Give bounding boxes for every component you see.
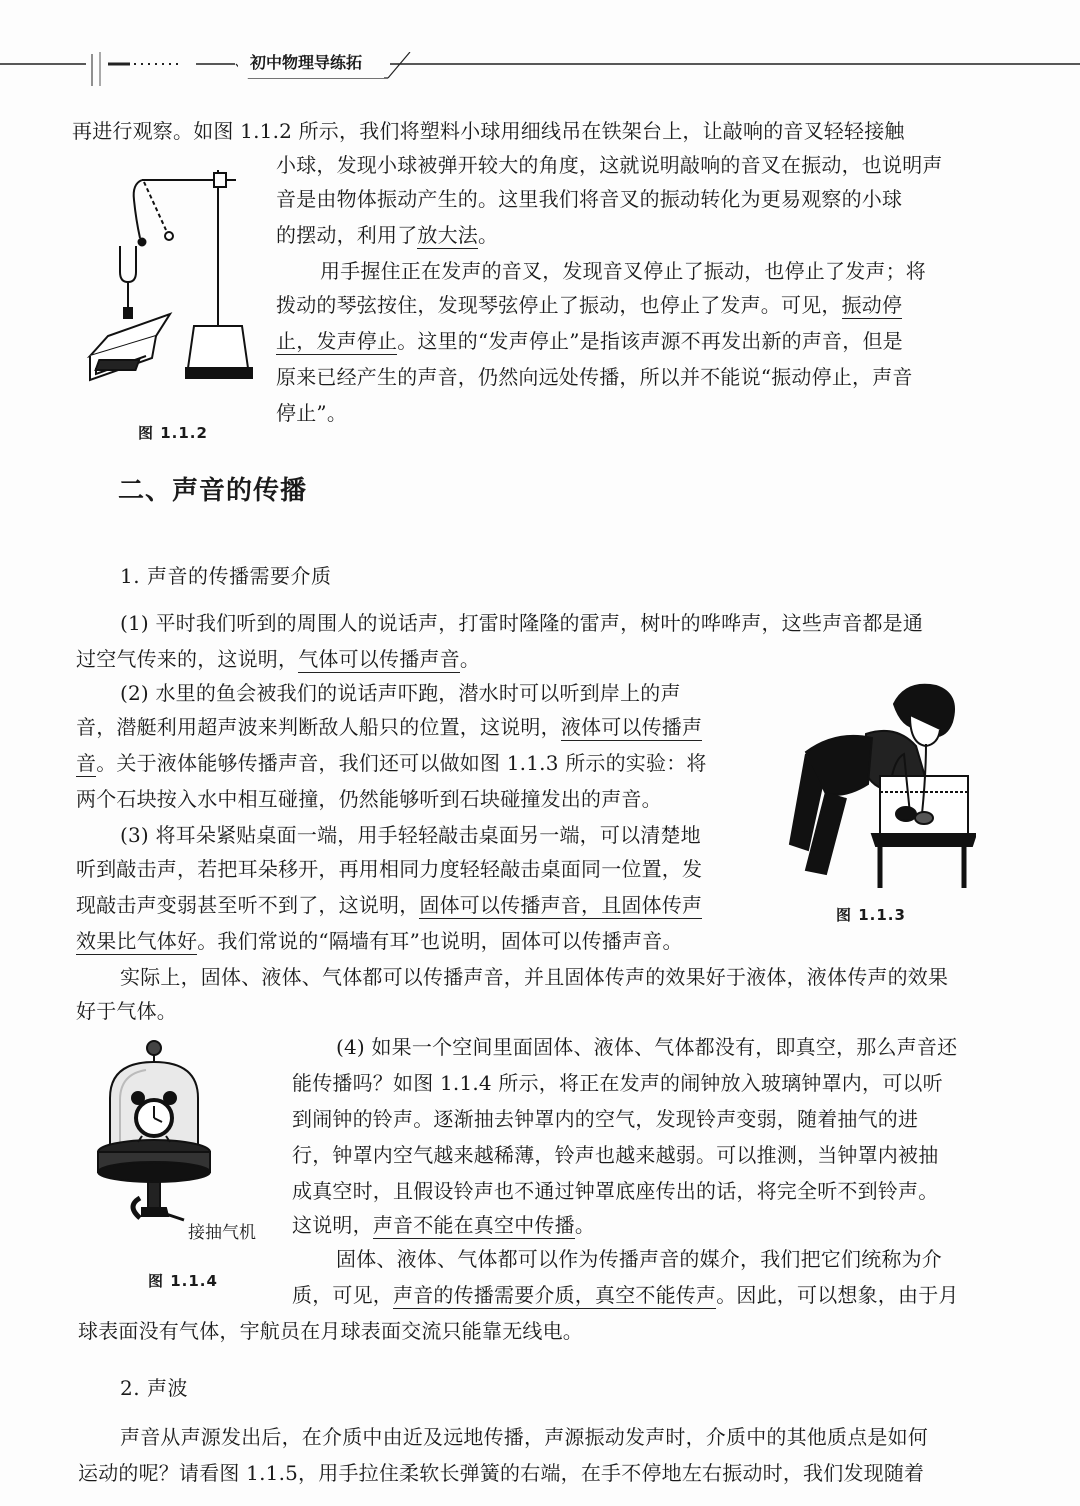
figure-caption-1-1-4: 图 1.1.4 <box>148 1272 218 1290</box>
text-line: (2) 水里的鱼会被我们的说话声吓跑，潜水时可以听到岸上的声 <box>120 681 681 705</box>
text-line: 固体、液体、气体都可以作为传播声音的媒介，我们把它们统称为介 <box>336 1247 942 1271</box>
text-run: 拨动的琴弦按住，发现琴弦停止了振动，也停止了发声。可见， <box>276 293 842 317</box>
text-run: 。这里的“发声停止”是指该声源不再发出新的声音，但是 <box>397 329 903 353</box>
key-point-underline: 声音不能在真空中传播 <box>372 1213 575 1237</box>
text-line: 用手握住正在发声的音叉，发现音叉停止了振动，也停止了发声；将 <box>320 259 926 283</box>
text-run: 。我们常说的“隔墙有耳”也说明，固体可以传播声音。 <box>197 929 683 953</box>
text-run: 的摆动，利用了 <box>276 223 418 247</box>
text-line: 成真空时，且假设铃声也不通过钟罩底座传出的话，将完全听不到铃声。 <box>292 1179 939 1203</box>
text-line <box>76 714 702 740</box>
text-line <box>292 1282 959 1308</box>
key-point-underline: 液体可以传播声 <box>560 715 703 739</box>
text-run: 过空气传来的，这说明， <box>76 647 299 671</box>
key-point-underline: 放大法 <box>417 223 479 247</box>
text-line <box>276 292 902 318</box>
text-line: 两个石块按入水中相互碰撞，仍然能够听到石块碰撞发出的声音。 <box>76 787 662 811</box>
text-line: 再进行观察。如图 1.1.2 所示，我们将塑料小球用细线吊在铁架台上，让敲响的音叉轻轻接触 <box>72 119 905 143</box>
figure-caption-1-1-2: 图 1.1.2 <box>138 424 208 442</box>
text-line: 音是由物体振动产生的。这里我们将音叉的振动转化为更易观察的小球 <box>276 187 903 211</box>
key-point-underline: 气体可以传播声音 <box>298 647 460 671</box>
text-run: 。 <box>478 223 499 247</box>
subsection-heading: 1. 声音的传播需要介质 <box>120 564 332 588</box>
text-line: (4) 如果一个空间里面固体、液体、气体都没有，即真空，那么声音还 <box>336 1035 958 1059</box>
text-run: 现敲击声变弱甚至听不到了，这说明， <box>76 893 420 917</box>
text-line: 实际上，固体、液体、气体都可以传播声音，并且固体传声的效果好于液体，液体传声的效果 <box>120 965 949 989</box>
key-point-underline: 音 <box>76 751 97 775</box>
text-line: 声音从声源发出后，在介质中由近及远地传播，声源振动发声时，介质中的其他质点是如何 <box>120 1425 928 1449</box>
figure-tuning-fork-stand <box>86 160 276 390</box>
text-line <box>276 328 903 354</box>
header-rule <box>0 52 1080 86</box>
key-point-underline: 止，发声停止 <box>276 329 398 353</box>
text-line: 小球，发现小球被弹开较大的角度，这就说明敲响的音叉在振动，也说明声 <box>276 153 943 177</box>
key-point-underline: 效果比气体好 <box>76 929 198 953</box>
text-run: 音，潜艇利用超声波来判断敌人船只的位置，这说明， <box>76 715 561 739</box>
text-line <box>76 646 480 672</box>
text-line <box>76 750 707 776</box>
key-point-underline: 振动停 <box>841 293 903 317</box>
key-point-underline: 固体可以传播声音，且固体传声 <box>419 893 703 917</box>
text-line <box>76 892 702 918</box>
figure-water-tank-experiment <box>776 674 976 894</box>
text-line: 原来已经产生的声音，仍然向远处传播，所以并不能说“振动停止，声音 <box>276 365 913 389</box>
text-line <box>292 1212 595 1238</box>
figure-caption-1-1-3: 图 1.1.3 <box>836 906 906 924</box>
text-line: 球表面没有气体，宇航员在月球表面交流只能靠无线电。 <box>78 1319 583 1343</box>
subsection-heading: 2. 声波 <box>120 1376 188 1400</box>
text-line: 行，钟罩内空气越来越稀薄，铃声也越来越弱。可以推测，当钟罩内被抽 <box>292 1143 939 1167</box>
text-line: 好于气体。 <box>76 999 177 1023</box>
text-line: (3) 将耳朵紧贴桌面一端，用手轻轻敲击桌面另一端，可以清楚地 <box>120 823 701 847</box>
text-run: 。因此，可以想象，由于月 <box>716 1283 959 1307</box>
text-run: 质，可见， <box>292 1283 393 1307</box>
text-run: 。 <box>574 1213 596 1237</box>
text-run: 。 <box>459 647 481 671</box>
section-heading: 二、声音的传播 <box>118 476 308 506</box>
text-line: (1) 平时我们听到的周围人的说话声，打雷时隆隆的雷声，树叶的哗哗声，这些声音都是通 <box>120 611 924 635</box>
text-line <box>276 222 498 248</box>
running-title: 初中物理导练拓 <box>238 48 384 78</box>
text-line: 听到敲击声，若把耳朵移开，再用相同力度轻轻敲击桌面同一位置，发 <box>76 857 703 881</box>
text-line <box>76 928 683 954</box>
text-run: 。关于液体能够传播声音，我们还可以做如图 1.1.3 所示的实验：将 <box>96 751 707 775</box>
vacuum-pump-label: 接抽气机 <box>188 1223 256 1243</box>
text-line: 到闹钟的铃声。逐渐抽去钟罩内的空气，发现铃声变弱，随着抽气的进 <box>292 1107 919 1131</box>
text-run: 这说明， <box>292 1213 373 1237</box>
text-line: 停止”。 <box>276 401 348 425</box>
text-line: 运动的呢？请看图 1.1.5，用手拉住柔软长弹簧的右端，在手不停地左右振动时，我们发现随着 <box>78 1461 925 1485</box>
key-point-underline: 声音的传播需要介质，真空不能传声 <box>393 1283 717 1307</box>
text-line: 能传播吗？如图 1.1.4 所示，将正在发声的闹钟放入玻璃钟罩内，可以听 <box>292 1071 943 1095</box>
